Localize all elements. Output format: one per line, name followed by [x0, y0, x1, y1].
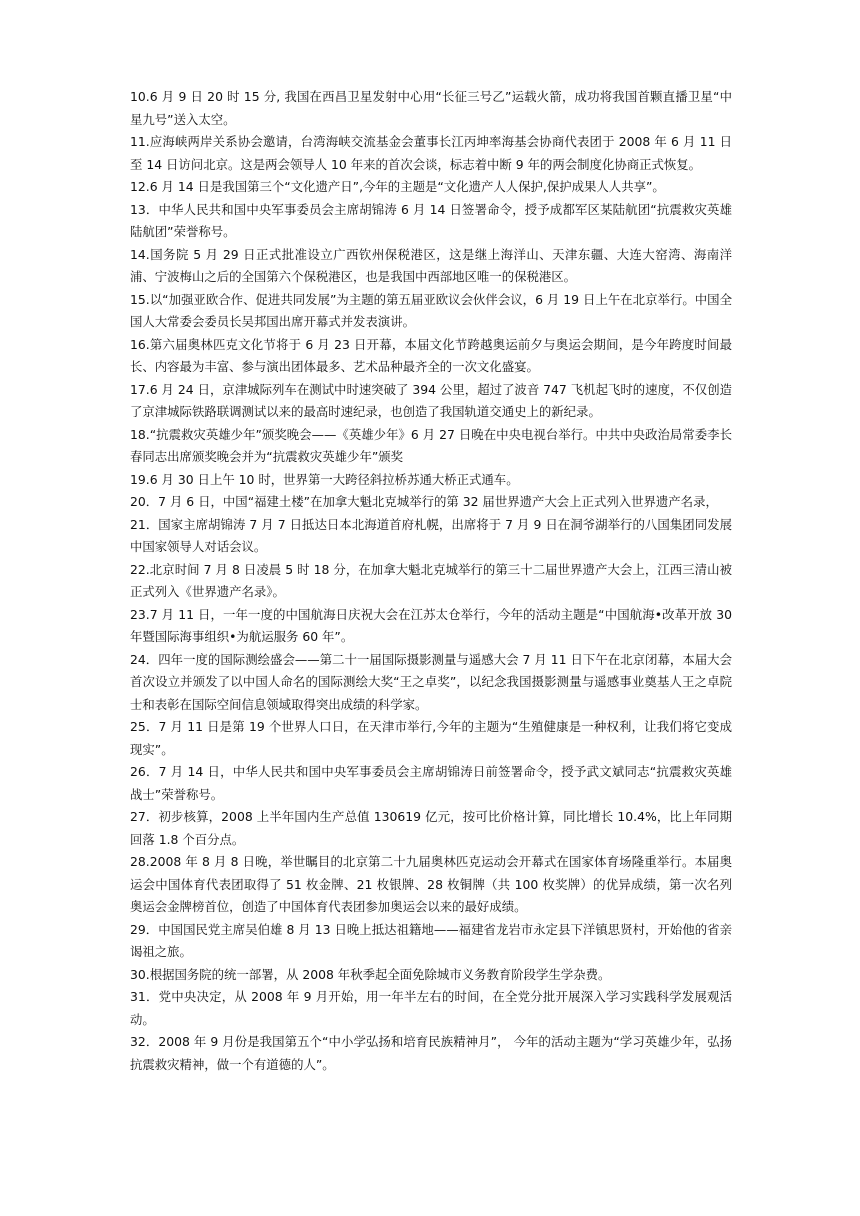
- list-item: 15.以“加强亚欧合作、促进共同发展”为主题的第五届亚欧议会伙伴会议，6 月 19 日上午在北京举行。中国全国人大常委会委员长吴邦国出席开幕式并发表演讲。: [130, 291, 732, 329]
- list-item: 21．国家主席胡锦涛 7 月 7 日抵达日本北海道首府札幌，出席将于 7 月 9 日在洞爷湖举行的八国集团同发展中国家领导人对话会议。: [130, 516, 732, 554]
- list-item: 17.6 月 24 日，京津城际列车在测试中时速突破了 394 公里，超过了波音 747 飞机起飞时的速度，不仅创造了京津城际铁路联调测试以来的最高时速纪录，也创造了我国轨道交通史上的新纪录。: [130, 381, 732, 419]
- list-item: 28.2008 年 8 月 8 日晚，举世瞩目的北京第二十九届奥林匹克运动会开幕式在国家体育场隆重举行。本届奥运会中国体育代表团取得了 51 枚金牌、21 枚银牌、28 枚铜牌（共 100 枚奖牌）的优异成绩，第一次名列奥运会金牌榜首位，创造了中国体育代表团参加奥运会以来的最好成绩。: [130, 854, 732, 914]
- list-item: 13．中华人民共和国中央军事委员会主席胡锦涛 6 月 14 日签署命令，授予成都军区某陆航团“抗震救灾英雄陆航团”荣誉称号。: [130, 201, 732, 239]
- list-item: 18.“抗震救灾英雄少年”颁奖晚会——《英雄少年》6 月 27 日晚在中央电视台举行。中共中央政治局常委李长春同志出席颁奖晚会并为“抗震救灾英雄少年”颁奖: [130, 426, 732, 464]
- list-item: 30.根据国务院的统一部署，从 2008 年秋季起全面免除城市义务教育阶段学生学杂费。: [130, 966, 611, 982]
- list-item: 22.北京时间 7 月 8 日凌晨 5 时 18 分，在加拿大魁北克城举行的第三十二届世界遗产大会上，江西三清山被正式列入《世界遗产名录》。: [130, 561, 732, 599]
- list-item: 24．四年一度的国际测绘盛会——第二十一届国际摄影测量与遥感大会 7 月 11 日下午在北京闭幕，本届大会首次设立并颁发了以中国人命名的国际测绘大奖“王之卓奖”，以纪念我国摄影测量与遥感事业奠基人王之卓院士和表彰在国际空间信息领域取得突出成绩的科学家。: [130, 651, 732, 712]
- list-item: 16.第六届奥林匹克文化节将于 6 月 23 日开幕，本届文化节跨越奥运前夕与奥运会期间，是今年跨度时间最长、内容最为丰富、参与演出团体最多、艺术品种最齐全的一次文化盛宴。: [130, 336, 732, 374]
- list-item: 31．党中央决定，从 2008 年 9 月开始，用一年半左右的时间，在全党分批开展深入学习实践科学发展观活动。: [130, 989, 732, 1027]
- list-item: 25．7 月 11 日是第 19 个世界人口日，在天津市举行,今年的主题为“生殖健康是一种权利，让我们将它变成现实”。: [130, 719, 732, 757]
- list-item: 27．初步核算，2008 上半年国内生产总值 130619 亿元，按可比价格计算，同比增长 10.4%，比上年同期回落 1.8 个百分点。: [130, 809, 732, 847]
- news-list: [130, 86, 732, 1076]
- list-item: 20．7 月 6 日，中国“福建土楼”在加拿大魁北克城举行的第 32 届世界遗产大会上正式列入世界遗产名录，: [130, 494, 718, 509]
- list-item: 29．中国国民党主席吴伯雄 8 月 13 日晚上抵达祖籍地——福建省龙岩市永定县下洋镇思贤村，开始他的省亲谒祖之旅。: [130, 921, 732, 959]
- list-item: 26．7 月 14 日，中华人民共和国中央军事委员会主席胡锦涛日前签署命令，授予武文斌同志“抗震救灾英雄战士”荣誉称号。: [130, 764, 732, 802]
- list-item: 10.6 月 9 日 20 时 15 分, 我国在西昌卫星发射中心用“长征三号乙”运载火箭，成功将我国首颗直播卫星“中星九号”送入太空。: [130, 89, 732, 127]
- list-item: 11.应海峡两岸关系协会邀请，台湾海峡交流基金会董事长江丙坤率海基会协商代表团于 2008 年 6 月 11 日至 14 日访问北京。这是两会领导人 10 年来的首次会谈，标志着中断 9 年的两会制度化协商正式恢复。: [130, 134, 732, 172]
- list-item: 23.7 月 11 日，一年一度的中国航海日庆祝大会在江苏太仓举行，今年的活动主题是“中国航海•改革开放 30 年暨国际海事组织•为航运服务 60 年”。: [130, 606, 732, 644]
- list-item: 14.国务院 5 月 29 日正式批准设立广西钦州保税港区，这是继上海洋山、天津东疆、大连大窑湾、海南洋浦、宁波梅山之后的全国第六个保税港区，也是我国中西部地区唯一的保税港区。: [130, 246, 732, 284]
- list-item: 32．2008 年 9 月份是我国第五个“中小学弘扬和培育民族精神月”， 今年的活动主题为“学习英雄少年，弘扬抗震救灾精神，做一个有道德的人”。: [130, 1034, 732, 1072]
- list-item: 12.6 月 14 日是我国第三个“文化遗产日”,今年的主题是“文化遗产人人保护,保护成果人人共享”。: [130, 179, 665, 194]
- list-item: 19.6 月 30 日上午 10 时，世界第一大跨径斜拉桥苏通大桥正式通车。: [130, 471, 519, 487]
